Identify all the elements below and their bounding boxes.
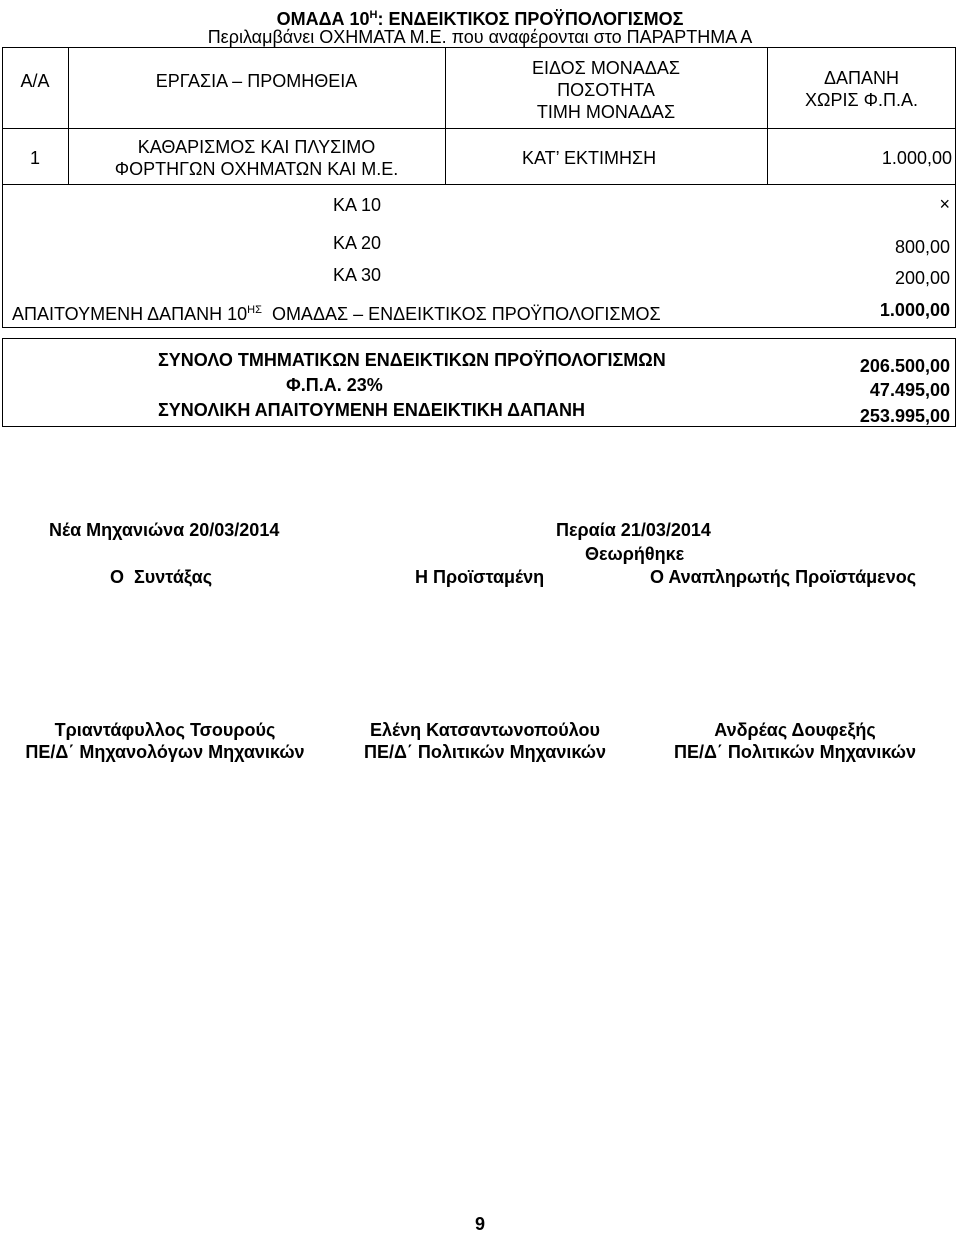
signer-name-1: Τριαντάφυλλος Τσουρούς	[54, 720, 276, 740]
ka20-value: 800,00	[894, 237, 950, 257]
summary-total-value: 253.995,00	[859, 406, 950, 426]
group-title-suffix: : ΕΝΔΕΙΚΤΙΚΟΣ ΠΡΟΫΠΟΛΟΓΙΣΜΟΣ	[377, 9, 684, 29]
signer-title-2: ΠΕ/Δ΄ Πολιτικών Μηχανικών	[363, 742, 607, 762]
row1-unit: ΚΑΤ’ ΕΚΤΙΜΗΣΗ	[522, 148, 657, 168]
row1-work-line2: ΦΟΡΤΗΓΩΝ ΟΧΗΜΑΤΩΝ ΚΑΙ Μ.Ε.	[114, 159, 399, 179]
summary-total-label: ΣΥΝΟΛΙΚΗ ΑΠΑΙΤΟΥΜΕΝΗ ΕΝΔΕΙΚΤΙΚΗ ΔΑΠΑΝΗ	[158, 400, 586, 420]
ka10-value: ×	[939, 194, 950, 214]
header-unit-line2: ΠΟΣΟΤΗΤΑ	[557, 80, 655, 100]
header-cost-line1: ΔΑΠΑΝΗ	[823, 68, 900, 88]
header-unit-line3: ΤΙΜΗ ΜΟΝΑΔΑΣ	[536, 102, 676, 122]
summary-subtotal-label: ΣΥΝΟΛΟ ΤΜΗΜΑΤΙΚΩΝ ΕΝΔΕΙΚΤΙΚΩΝ ΠΡΟΫΠΟΛΟΓΙΣΜΩΝ	[158, 350, 666, 370]
group-title-sup: Η	[369, 9, 378, 21]
header-work: ΕΡΓΑΣΙΑ – ΠΡΟΜΗΘΕΙΑ	[155, 71, 358, 91]
header-cost-line2: ΧΩΡΙΣ Φ.Π.Α.	[805, 90, 918, 110]
place-date-left: Νέα Μηχανιώνα 20/03/2014	[49, 520, 280, 540]
header-unit-line1: ΕΙΔΟΣ ΜΟΝΑΔΑΣ	[532, 58, 680, 78]
summary-subtotal-value: 206.500,00	[859, 356, 950, 376]
required-total-value: 1.000,00	[879, 300, 950, 320]
header-unit	[445, 57, 767, 123]
place-date-right: Περαία 21/03/2014	[556, 520, 711, 540]
required-sup: ΗΣ	[247, 304, 262, 316]
ka30-label: ΚΑ 30	[333, 265, 382, 285]
role-head: Η Προϊσταμένη	[415, 567, 545, 587]
row1-work-line1: ΚΑΘΑΡΙΣΜΟΣ ΚΑΙ ΠΛΥΣΙΜΟ	[137, 137, 376, 157]
role-deputy-head: Ο Αναπληρωτής Προϊστάμενος	[650, 567, 917, 587]
required-suffix: ΟΜΑΔΑΣ – ΕΝΔΕΙΚΤΙΚΟΣ ΠΡΟΫΠΟΛΟΓΙΣΜΟΣ	[271, 304, 661, 324]
role-author: Ο Συντάξας	[110, 567, 213, 587]
header-aa: Α/Α	[20, 71, 50, 91]
ka20-label: ΚΑ 20	[333, 233, 382, 253]
row1-work	[68, 136, 445, 180]
group-title-prefix: ΟΜΑΔΑ 10	[276, 9, 370, 29]
page-number: 9	[474, 1214, 485, 1234]
row1-cost: 1.000,00	[881, 148, 952, 168]
ka10-label: ΚΑ 10	[333, 195, 382, 215]
signer-title-1: ΠΕ/Δ΄ Μηχανολόγων Μηχανικών	[25, 742, 305, 762]
summary-vat-value: 47.495,00	[869, 380, 950, 400]
required-total-label	[12, 299, 661, 325]
ka30-value: 200,00	[894, 268, 950, 288]
summary-vat-label: Φ.Π.Α. 23%	[286, 375, 383, 395]
header-cost	[767, 67, 956, 111]
row1-aa: 1	[29, 148, 40, 168]
signer-name-2: Ελένη Κατσαντωνοπούλου	[370, 720, 600, 740]
document-subtitle: Περιλαμβάνει ΟΧΗΜΑΤΑ Μ.Ε. που αναφέρονται στο ΠΑΡΑΡΤΗΜΑ Α	[207, 27, 753, 47]
signer-title-3: ΠΕ/Δ΄ Πολιτικών Μηχανικών	[673, 742, 917, 762]
reviewed-label: Θεωρήθηκε	[585, 544, 685, 564]
required-prefix: ΑΠΑΙΤΟΥΜΕΝΗ ΔΑΠΑΝΗ 10	[12, 304, 248, 324]
signer-name-3: Ανδρέας Δουφεξής	[714, 720, 876, 740]
